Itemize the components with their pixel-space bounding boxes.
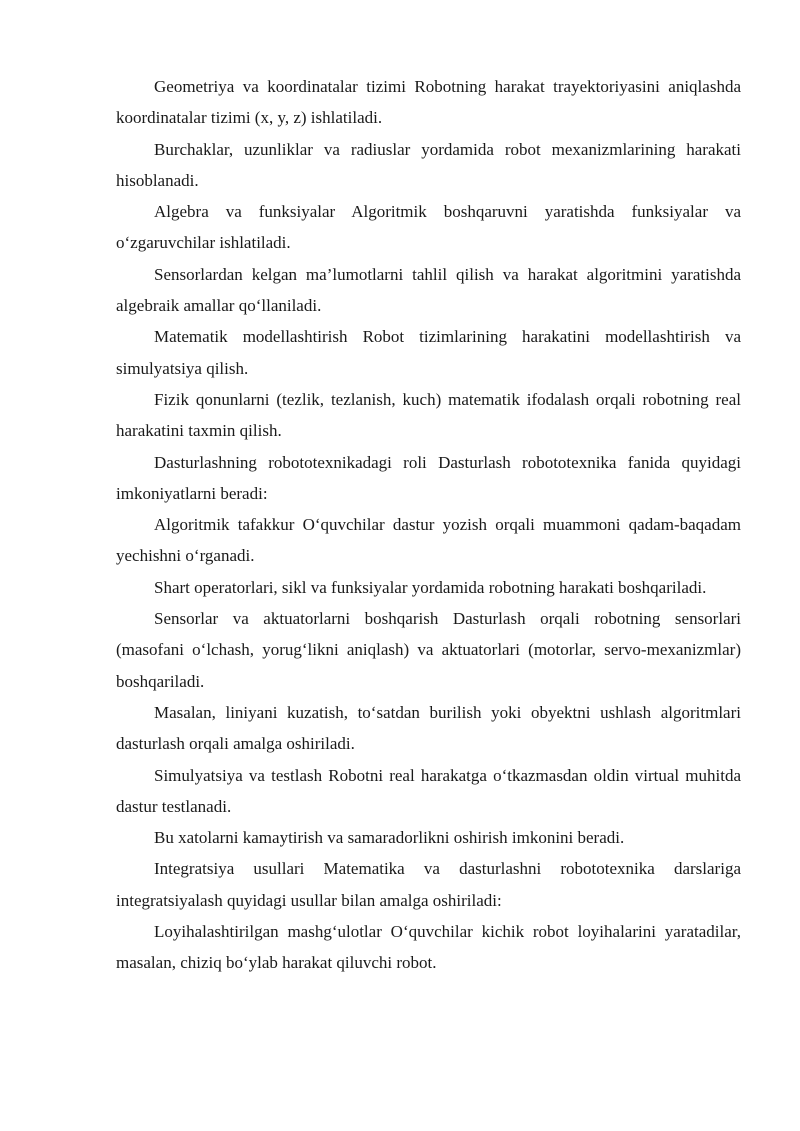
- paragraph: Masalan, liniyani kuzatish, to‘satdan burilish yoki obyektni ushlash algoritmlari dasturlash orqali amalga oshiriladi.: [116, 702, 741, 754]
- paragraph: Dasturlashning robototexnikadagi roli Dasturlash robototexnika fanida quyidagi imkoniyatlarni beradi:: [116, 452, 741, 503]
- paragraph: Fizik qonunlarni (tezlik, tezlanish, kuch) matematik ifodalash orqali robotning real harakatini taxmin qilish.: [116, 389, 741, 441]
- paragraph: Loyihalashtirilgan mashg‘ulotlar O‘quvchilar kichik robot loyihalarini yaratadilar, masalan, chiziq bo‘ylab harakat qiluvchi robot.: [116, 922, 741, 973]
- paragraph: Geometriya va koordinatalar tizimi Robotning harakat trayektoriyasini aniqlashda koordinatalar tizimi (x, y, z) ishlatiladi.: [116, 77, 741, 128]
- document-page: [116, 71, 741, 979]
- paragraph: Sensorlardan kelgan ma’lumotlarni tahlil qilish va harakat algoritmini yaratishda algebraik amallar qo‘llaniladi.: [116, 264, 741, 316]
- paragraph: Shart operatorlari, sikl va funksiyalar yordamida robotning harakati boshqariladi.: [154, 577, 707, 597]
- paragraph: Bu xatolarni kamaytirish va samaradorlikni oshirish imkonini beradi.: [154, 828, 625, 848]
- paragraph: Integratsiya usullari Matematika va dasturlashni robototexnika darslariga integratsiyalash quyidagi usullar bilan amalga oshiriladi:: [116, 859, 741, 910]
- paragraph: Matematik modellashtirish Robot tizimlarining harakatini modellashtirish va simulyatsiya qilish.: [116, 327, 741, 378]
- paragraph: Algebra va funksiyalar Algoritmik boshqaruvni yaratishda funksiyalar va o‘zgaruvchilar ishlatiladi.: [116, 202, 741, 253]
- paragraph: Algoritmik tafakkur O‘quvchilar dastur yozish orqali muammoni qadam-baqadam yechishni o‘rganadi.: [116, 515, 741, 566]
- paragraph: Sensorlar va aktuatorlarni boshqarish Dasturlash orqali robotning sensorlari (masofani o‘lchash, yorug‘likni aniqlash) va aktuatorlari (motorlar, servo-mexanizmlar) boshqariladi.: [116, 609, 741, 691]
- paragraph: Burchaklar, uzunliklar va radiuslar yordamida robot mexanizmlarining harakati hisoblanadi.: [116, 139, 741, 190]
- paragraph: Simulyatsiya va testlash Robotni real harakatga o‘tkazmasdan oldin virtual muhitda dastur testlanadi.: [116, 765, 741, 816]
